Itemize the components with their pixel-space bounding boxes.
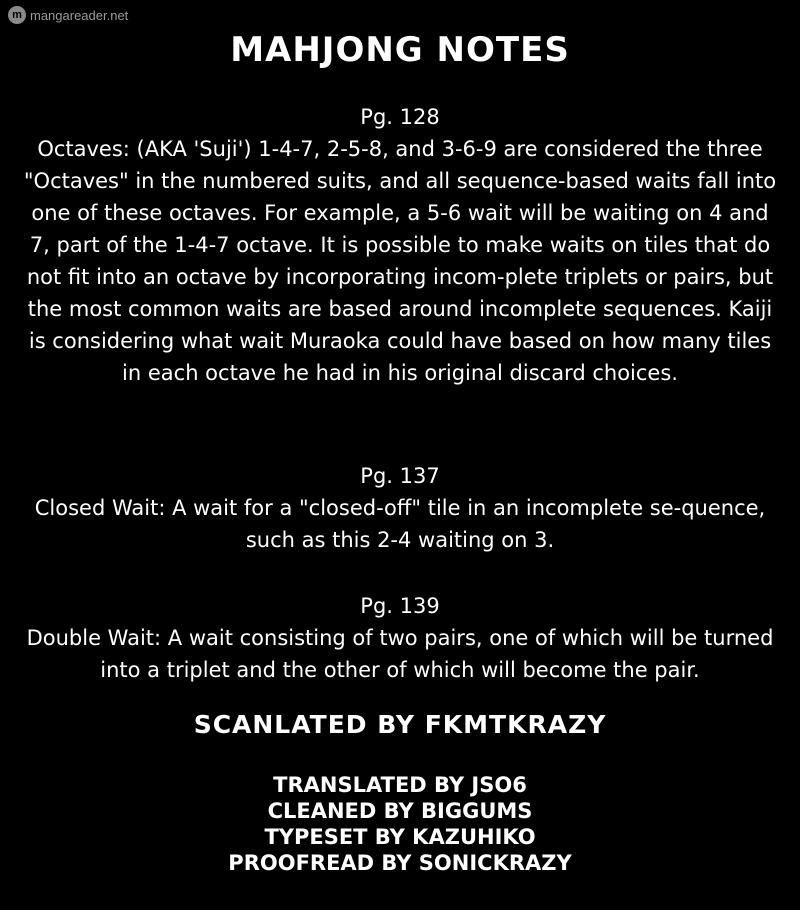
credit-line: PROOFREAD BY SONICKRAZY (228, 851, 572, 875)
credits-heading: SCANLATED BY FKMTKRAZY (193, 710, 607, 739)
watermark (8, 6, 128, 24)
note-page-number: Pg. 128 (360, 105, 440, 129)
credits-list (0, 772, 800, 876)
note-text: Octaves: (AKA 'Suji') 1-4-7, 2-5-8, and 3-6-9 are considered the three "Octaves" in the numbered suits, and all sequence-based waits fall into one of these octaves. For example, a 5-6 wait will be waiting on 4 and 7, part of the 1-4-7 octave. It is possible to make waits on tiles that do not fit into an octave by incorporating incom-plete triplets or pairs, but the most common waits are based around incomplete sequences. Kaiji is considering what wait Muraoka could have based on how many tiles in each octave he had in his original discard choices. (23, 137, 777, 385)
note-section (20, 460, 780, 556)
credit-line: TYPESET BY KAZUHIKO (264, 825, 536, 849)
note-text: Double Wait: A wait consisting of two pairs, one of which will be turned into a triplet and the other of which will become the pair. (26, 626, 774, 682)
watermark-text: mangareader.net (30, 7, 129, 23)
note-page-number: Pg. 139 (360, 594, 440, 618)
page-title: MAHJONG NOTES (230, 30, 570, 70)
credit-line: TRANSLATED BY JSO6 (273, 773, 527, 797)
note-section (20, 101, 780, 389)
note-page-number: Pg. 137 (360, 464, 440, 488)
note-section (20, 590, 780, 686)
note-text: Closed Wait: A wait for a "closed-off" tile in an incomplete se-quence, such as this 2-4 waiting on 3. (34, 496, 766, 552)
watermark-logo-icon: m (8, 6, 26, 24)
credit-line: CLEANED BY BIGGUMS (267, 799, 533, 823)
